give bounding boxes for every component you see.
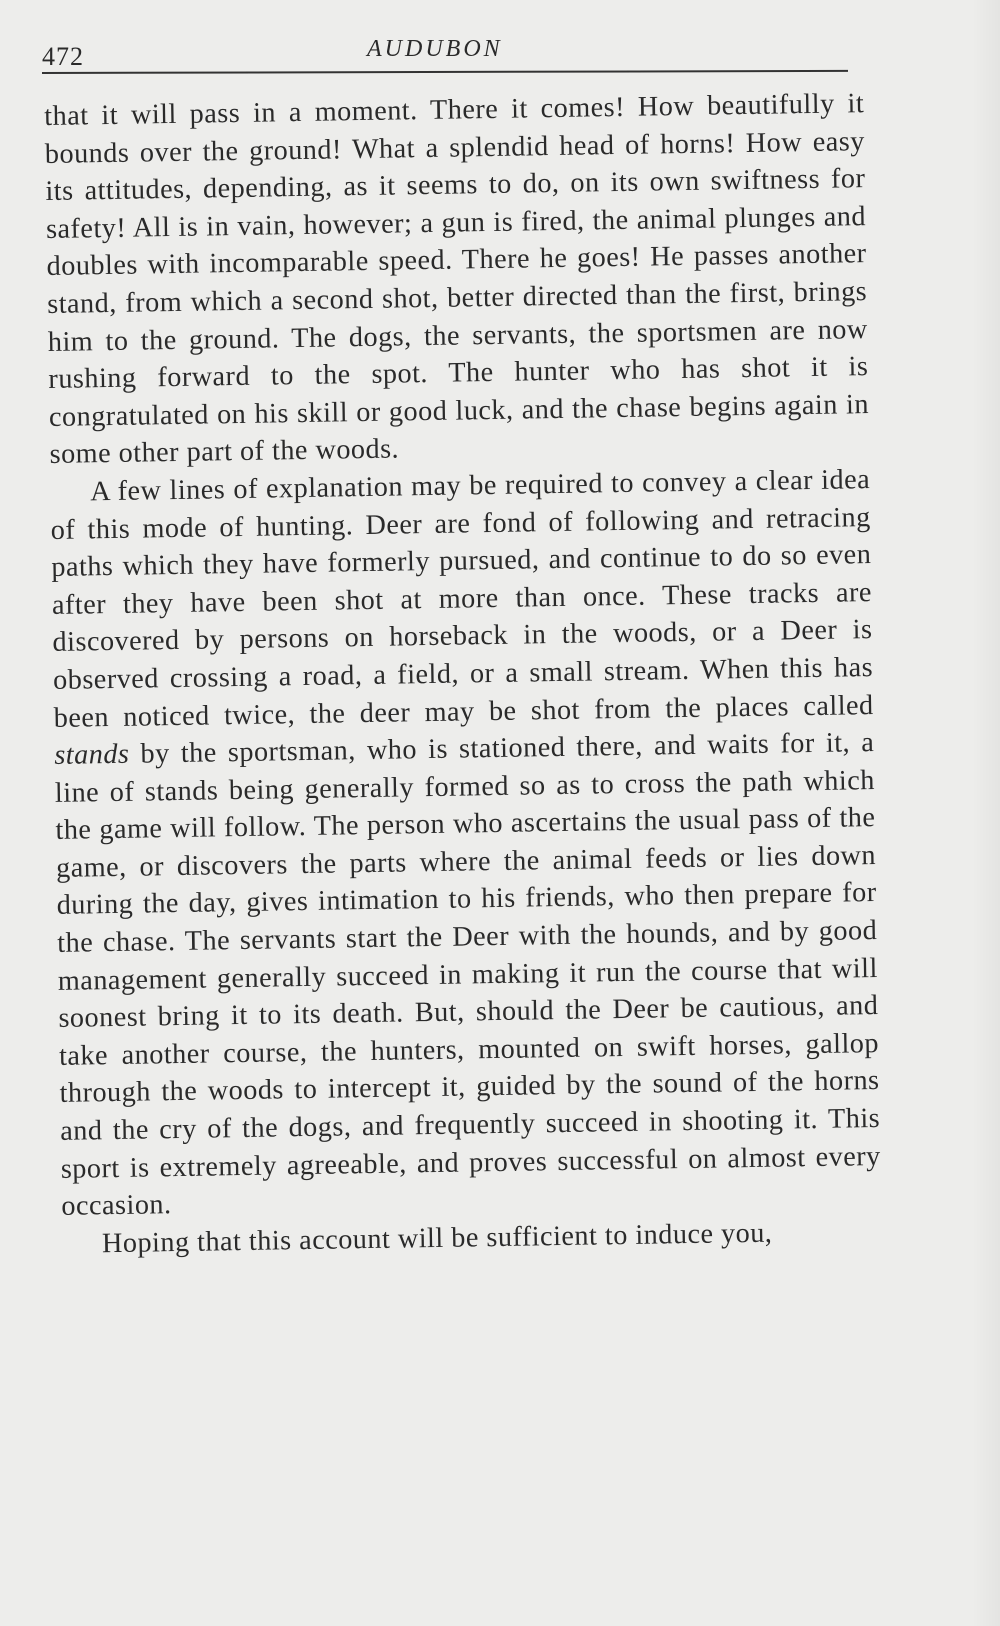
page-edge-shade [972,0,1000,1626]
paragraph-3: Hoping that this account will be sufficient to induce you, [101,1217,773,1260]
paragraph-2-italic-term: stands [54,738,130,772]
paragraph-2-text-a: A few lines of explanation may be required to convey a clear idea of this mode of hunting. Deer are fond of following and retracing paths which they have formerly pursued, and continue to do so even after they have been shot at more than once. These tracks are discovered by persons on horseback in the woods, or a Deer is observed crossing a road, a field, or a small stream. When this has been noticed twice, the deer may be shot from the places called [50,464,874,734]
paragraph-1: that it will pass in a moment. There it comes! How beautifully it bounds over the ground! What a splendid head of horns! How easy its attitudes, depending, as it seems to do, on its own swiftness for safety! All is in vain, however; a gun is fired, the animal plunges and doubles with incomparable speed. There he goes! He passes another stand, from which a second shot, better directed than the first, brings him to the ground. The dogs, the servants, the sportsmen are now rushing forward to the spot. The hunter who has shot it is congratulated on his skill or good luck, and the chase begins again in some other part of the woods. [44,88,870,471]
running-head [42,30,852,70]
running-title: AUDUBON [367,36,503,62]
paragraph-2 [50,461,882,1226]
paragraph-2-text-b: by the sportsman, who is stationed there, and waits for it, a line of stands being generally formed so as to cross the path which the game will follow. The person who ascertains the usual pass of the game, or discovers the parts where the animal feeds or lies down during the day, gives intimation to his friends, who then prepare for the chase. The servants start the Deer with the hounds, and by good management generally succeed in making it run the course that will soonest bring it to its death. But, should the Deer be cautious, and take another course, the hunters, mounted on swift horses, gallop through the woods to intercept it, guided by the sound of the horns and the cry of the dogs, and frequently succeed in shooting it. This sport is extremely agreeable, and proves successful on almost every occasion. [54,727,881,1223]
body-text [44,85,882,1263]
header-rule [42,70,848,74]
page-number: 472 [42,42,84,71]
